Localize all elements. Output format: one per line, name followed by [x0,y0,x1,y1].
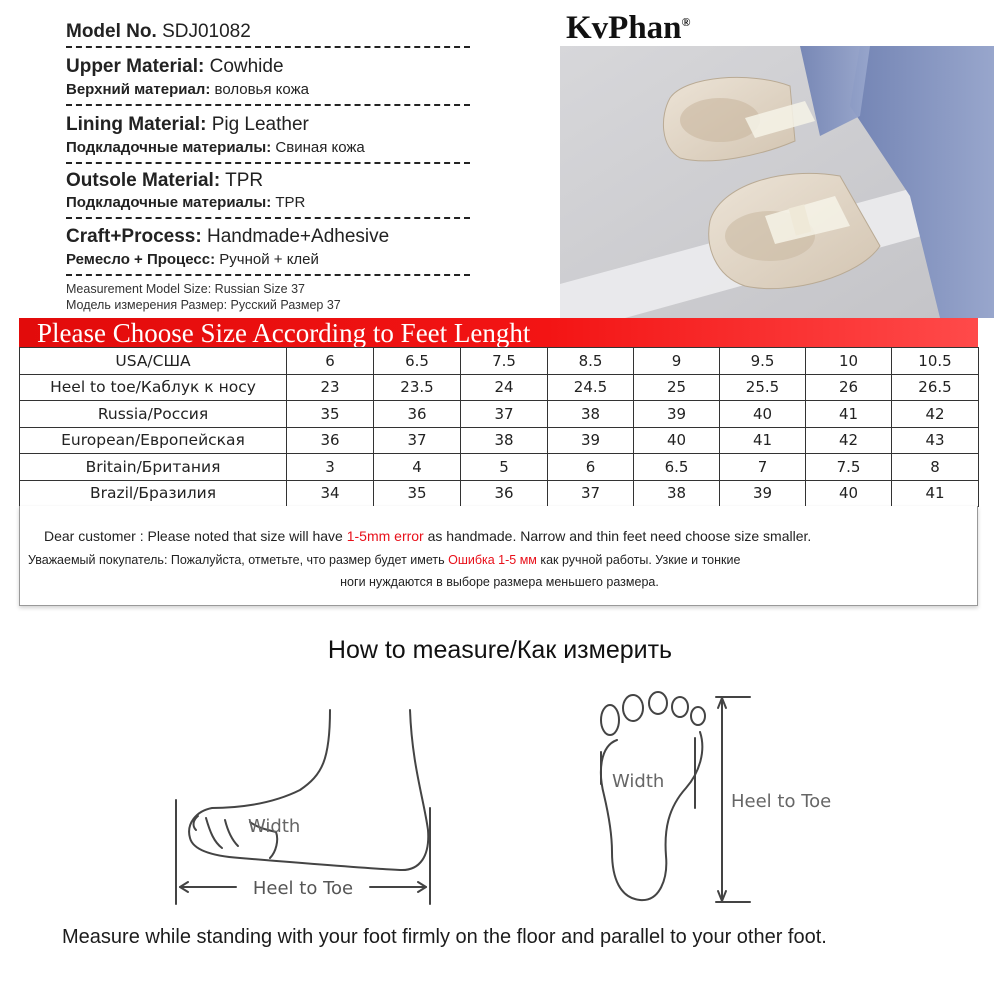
table-row [20,480,979,507]
measure-instruction: Measure while standing with your foot firmly on the floor and parallel to your other foot. [62,926,827,948]
table-cell: 40 [634,427,720,454]
table-cell: 3 [287,454,374,481]
table-cell: 35 [287,401,374,428]
outsole-material-ru [66,194,305,211]
model-value: SDJ01082 [162,21,251,42]
measure-title: How to measure/Как измерить [327,636,673,664]
divider [66,162,470,164]
table-row [20,401,979,428]
table-row [20,374,979,401]
table-cell: 6.5 [374,348,461,375]
lining-label: Lining Material: [66,114,207,135]
table-cell: 23 [287,374,374,401]
table-cell: 35 [374,480,461,507]
table-cell: 38 [634,480,720,507]
table-cell: 38 [461,427,548,454]
size-table [19,347,979,507]
table-cell: 39 [634,401,720,428]
table-cell: 38 [548,401,634,428]
table-cell: 8.5 [548,348,634,375]
note-en-text: Dear customer : Please noted that size will have [44,528,347,544]
table-cell: 26.5 [892,374,979,401]
table-cell: 36 [287,427,374,454]
table-cell: 40 [720,401,806,428]
note-ru-text: Уважаемый покупатель: Пожалуйста, отметьте, что размер будет иметь [28,553,449,567]
upper-label: Upper Material: [66,56,205,77]
note-russian-line2: ноги нуждаются в выборе размера меньшего размера. [340,575,659,589]
table-cell: 40 [806,480,892,507]
craft-process-ru [66,251,319,268]
upper-value-ru: воловья кожа [214,81,309,98]
measurement-size-ru: Модель измерения Размер: Русский Размер 37 [66,298,341,312]
size-chart-banner: Please Choose Size According to Feet Lenght [19,318,978,347]
table-cell: 24 [461,374,548,401]
table-cell: 37 [548,480,634,507]
craft-value: Handmade+Adhesive [206,226,390,247]
table-cell: 26 [806,374,892,401]
table-cell: 9.5 [720,348,806,375]
model-label: Model No. [66,21,157,42]
table-row [20,427,979,454]
craft-process [66,226,389,248]
table-cell: 42 [806,427,892,454]
row-header: European/Европейская [20,427,287,454]
model-number [66,21,251,43]
registered-mark: ® [681,15,691,29]
upper-material [66,56,284,78]
table-cell: 5 [461,454,548,481]
product-photo [560,46,994,318]
table-cell: 43 [892,427,979,454]
sole-foot-illustration [601,692,750,902]
table-cell: 7.5 [461,348,548,375]
outsole-label-ru: Подкладочные материалы: [66,194,272,211]
brand-name: KvPhan [566,10,682,46]
table-cell: 36 [374,401,461,428]
brand-logo [566,10,691,47]
table-cell: 37 [374,427,461,454]
upper-label-ru: Верхний материал: [66,81,211,98]
table-cell: 6 [548,454,634,481]
table-cell: 10.5 [892,348,979,375]
table-cell: 7.5 [806,454,892,481]
divider [66,217,470,219]
table-row [20,348,979,375]
size-chart [19,318,978,507]
outsole-value: TPR [225,170,264,191]
customer-note [19,506,978,606]
table-cell: 25.5 [720,374,806,401]
table-cell: 41 [806,401,892,428]
outsole-value-ru: TPR [275,194,306,211]
side-foot-illustration [176,710,430,904]
row-header: USA/СШA [20,348,287,375]
table-cell: 39 [548,427,634,454]
row-header: Russia/Россия [20,401,287,428]
craft-label: Craft+Process: [66,226,202,247]
sole-heel-to-toe-label: Heel to Toe [731,791,832,812]
table-cell: 37 [461,401,548,428]
row-header: Britain/Британия [20,454,287,481]
product-photo-illustration [560,46,994,318]
table-cell: 8 [892,454,979,481]
upper-value: Cowhide [209,56,284,77]
table-cell: 42 [892,401,979,428]
table-cell: 41 [892,480,979,507]
upper-material-ru [66,81,309,98]
divider [66,104,470,106]
note-en-text-end: as handmade. Narrow and thin feet need choose size smaller. [423,528,812,544]
table-cell: 24.5 [548,374,634,401]
table-cell: 39 [720,480,806,507]
lining-material [66,114,309,136]
measurement-size-en: Measurement Model Size: Russian Size 37 [66,282,306,296]
table-cell: 23.5 [374,374,461,401]
divider [66,46,470,48]
lining-label-ru: Подкладочные материалы: [66,139,272,156]
craft-value-ru: Ручной + клей [219,251,319,268]
note-russian [28,553,740,567]
measure-diagrams [0,680,1000,920]
note-en-highlight: 1-5mm error [346,528,424,544]
lining-value-ru: Свиная кожа [275,139,365,156]
sole-width-label: Width [612,771,665,792]
table-cell: 7 [720,454,806,481]
table-cell: 9 [634,348,720,375]
note-ru-highlight: Ошибка 1-5 мм [448,553,537,567]
side-width-label: Width [248,816,301,837]
lining-material-ru [66,139,365,156]
table-cell: 6.5 [634,454,720,481]
table-cell: 34 [287,480,374,507]
row-header: Brazil/Бразилия [20,480,287,507]
note-ru-text-end: как ручной работы. Узкие и тонкие [536,553,741,567]
side-heel-to-toe-label: Heel to Toe [252,878,354,899]
note-english [44,528,811,544]
table-cell: 41 [720,427,806,454]
table-cell: 10 [806,348,892,375]
craft-label-ru: Ремесло + Процесс: [66,251,216,268]
outsole-material [66,170,263,192]
lining-value: Pig Leather [211,114,309,135]
table-row [20,454,979,481]
row-header: Heel to toe/Каблук к носу [20,374,287,401]
table-cell: 4 [374,454,461,481]
table-cell: 6 [287,348,374,375]
table-cell: 36 [461,480,548,507]
divider [66,274,470,276]
table-cell: 25 [634,374,720,401]
outsole-label: Outsole Material: [66,170,221,191]
